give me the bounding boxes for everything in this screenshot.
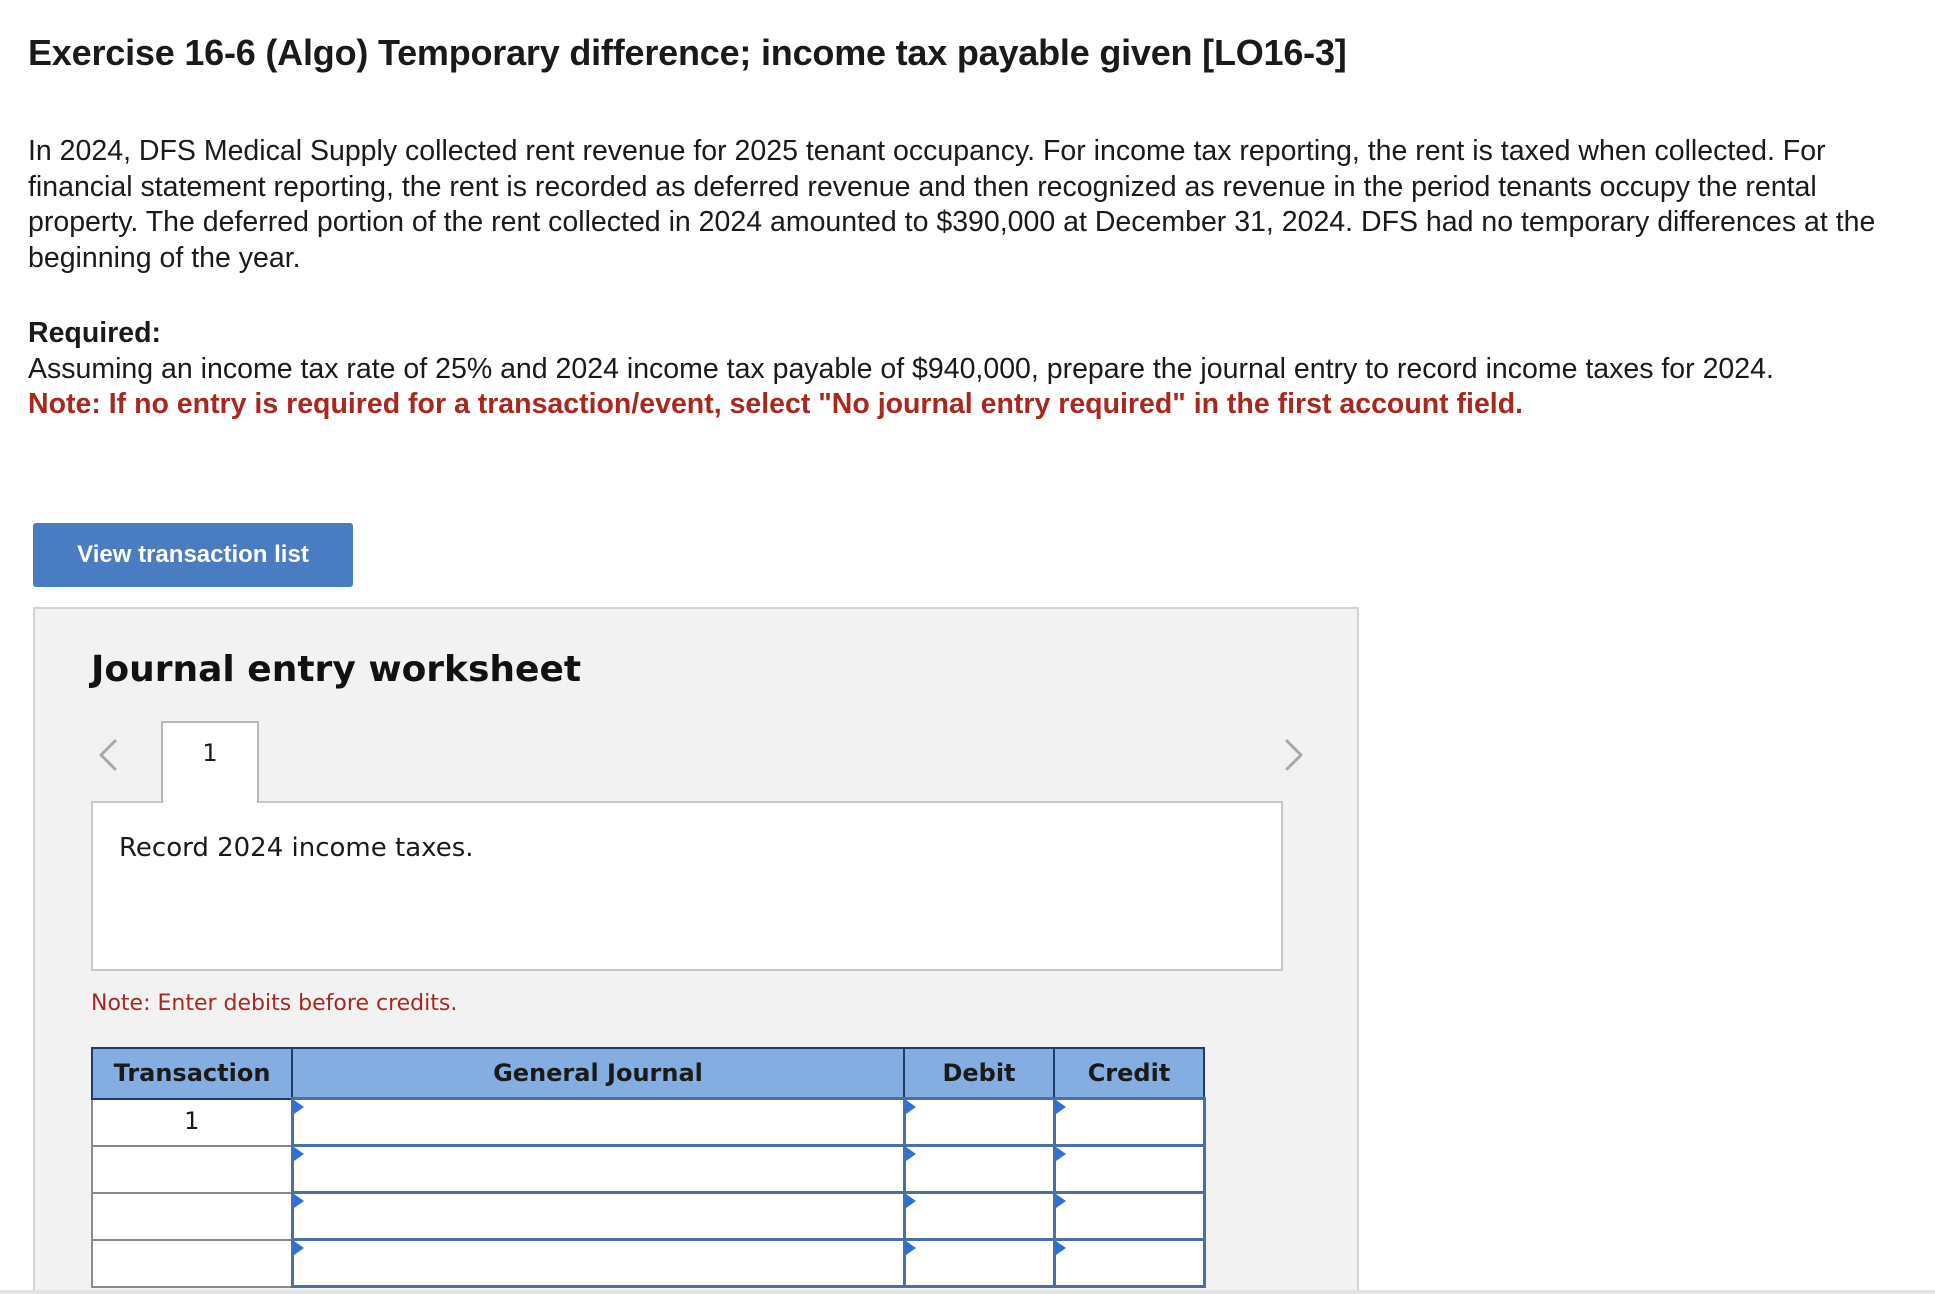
account-select-field[interactable] [294, 1241, 903, 1285]
general-journal-cell[interactable] [292, 1193, 904, 1240]
transaction-number-cell: 1 [92, 1099, 292, 1146]
column-header-debit: Debit [904, 1048, 1054, 1099]
debit-field[interactable] [906, 1147, 1053, 1191]
credit-cell[interactable] [1054, 1099, 1204, 1146]
transaction-description-box [91, 801, 1283, 971]
account-select-field[interactable] [294, 1100, 903, 1144]
transaction-number-cell [92, 1146, 292, 1193]
problem-intro: In 2024, DFS Medical Supply collected rent revenue for 2025 tenant occupancy. For income tax reporting, the rent is taxed when collected. For financial statement reporting, the rent is recorded as deferred revenue and then recognized as revenue in the period tenants occupy the rental property. The deferred portion of the rent collected in 2024 amounted to $390,000 at December 31, 2024. DFS had no temporary differences at the beginning of the year. [28, 135, 1876, 274]
debit-field[interactable] [906, 1100, 1053, 1144]
page-bottom-divider [0, 1290, 1935, 1294]
view-transaction-list-button[interactable]: View transaction list [33, 523, 353, 587]
required-note: Note: If no entry is required for a transaction/event, select "No journal entry required" in the first account field. [28, 388, 1524, 420]
account-select-field[interactable] [294, 1147, 903, 1191]
table-row [92, 1193, 1204, 1240]
required-heading: Required: [28, 317, 162, 349]
transaction-description: Record 2024 income taxes. [119, 833, 474, 863]
journal-entry-worksheet [33, 607, 1359, 1294]
debit-cell[interactable] [904, 1146, 1054, 1193]
account-select-field[interactable] [294, 1194, 903, 1238]
credit-field[interactable] [1056, 1241, 1203, 1285]
chevron-left-icon[interactable] [91, 731, 127, 779]
column-header-transaction: Transaction [92, 1048, 292, 1099]
general-journal-cell[interactable] [292, 1146, 904, 1193]
credit-cell[interactable] [1054, 1240, 1204, 1287]
tab-transaction-1[interactable]: 1 [161, 721, 259, 803]
column-header-credit: Credit [1054, 1048, 1204, 1099]
table-row [92, 1240, 1204, 1287]
debit-cell[interactable] [904, 1193, 1054, 1240]
table-row [92, 1099, 1204, 1146]
debit-cell[interactable] [904, 1099, 1054, 1146]
worksheet-title: Journal entry worksheet [91, 649, 582, 690]
transaction-number-cell [92, 1193, 292, 1240]
required-section [28, 316, 1908, 423]
debit-credit-note: Note: Enter debits before credits. [91, 991, 458, 1016]
journal-table [91, 1047, 1206, 1288]
debit-field[interactable] [906, 1241, 1053, 1285]
column-header-general-journal: General Journal [292, 1048, 904, 1099]
journal-header-row [92, 1048, 1204, 1099]
chevron-right-icon[interactable] [1275, 731, 1311, 779]
credit-field[interactable] [1056, 1100, 1203, 1144]
general-journal-cell[interactable] [292, 1099, 904, 1146]
credit-cell[interactable] [1054, 1193, 1204, 1240]
transaction-number-cell [92, 1240, 292, 1287]
debit-cell[interactable] [904, 1240, 1054, 1287]
exercise-title: Exercise 16-6 (Algo) Temporary difference; income tax payable given [LO16-3] [28, 32, 1347, 73]
general-journal-cell[interactable] [292, 1240, 904, 1287]
credit-field[interactable] [1056, 1194, 1203, 1238]
credit-field[interactable] [1056, 1147, 1203, 1191]
credit-cell[interactable] [1054, 1146, 1204, 1193]
table-row [92, 1146, 1204, 1193]
required-text: Assuming an income tax rate of 25% and 2024 income tax payable of $940,000, prepare the journal entry to record income taxes for 2024. [28, 352, 1774, 385]
debit-field[interactable] [906, 1194, 1053, 1238]
